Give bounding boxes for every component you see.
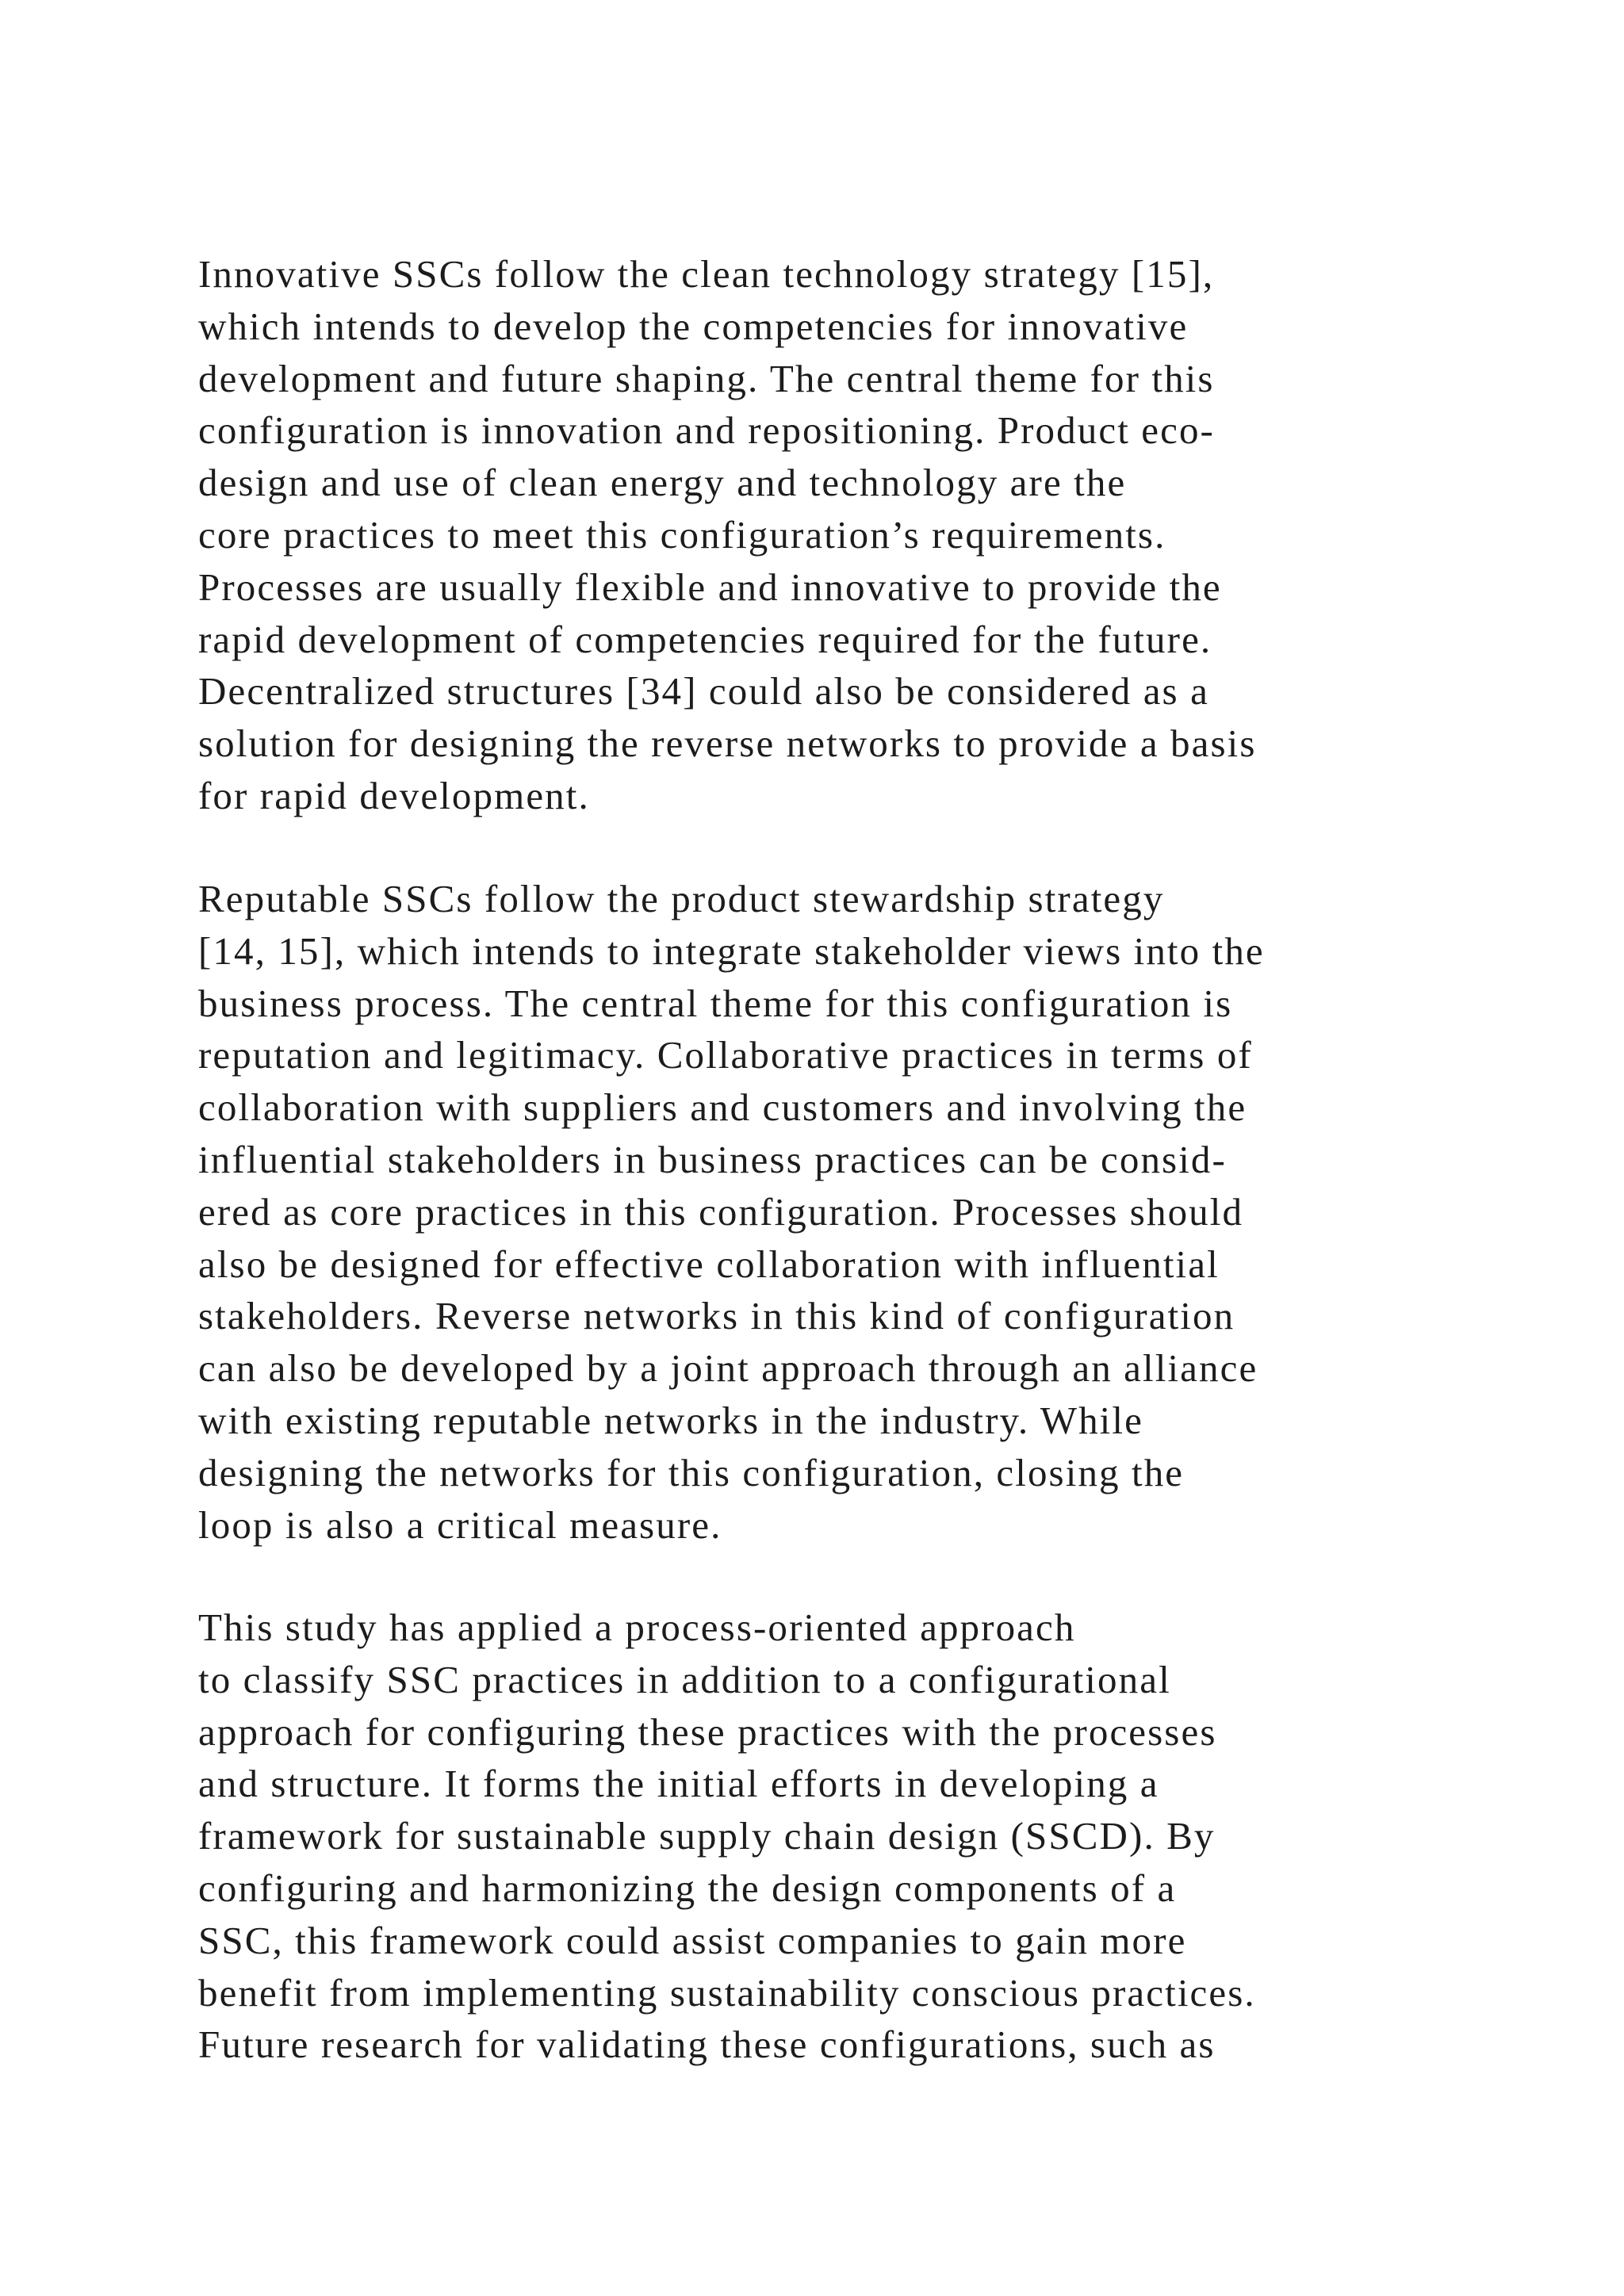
text-line: solution for designing the reverse networks to provide a basis [198,721,1257,766]
text-line: configuration is innovation and repositioning. Product eco- [198,408,1215,453]
text-line: [14, 15], which intends to integrate stakeholder views into the [198,928,1265,973]
text-line: designing the networks for this configuration, closing the [198,1450,1185,1494]
text-line: collaboration with suppliers and customers and involving the [198,1085,1247,1130]
text-line: ered as core practices in this configuration. Processes should [198,1189,1244,1234]
text-line: This study has applied a process-oriented approach [198,1605,1076,1649]
text-line: Processes are usually flexible and innovative to provide the [198,564,1222,609]
text-line: stakeholders. Reverse networks in this kind of configuration [198,1294,1235,1338]
text-line: business process. The central theme for this configuration is [198,981,1233,1025]
text-line: influential stakeholders in business practices can be consid- [198,1137,1227,1181]
text-line: Future research for validating these configurations, such as [198,2022,1216,2067]
text-line: core practices to meet this configuration’s requirements. [198,512,1166,557]
text-line: SSC, this framework could assist companies to gain more [198,1918,1187,1962]
paragraph-reputable-sscs [198,873,1435,1551]
paragraph-innovative-sscs [198,248,1435,822]
text-line: configuring and harmonizing the design components of a [198,1866,1177,1910]
text-line: framework for sustainable supply chain design (SSCD). By [198,1814,1216,1858]
text-line: loop is also a critical measure. [198,1502,722,1547]
text-line: also be designed for effective collaboration with influential [198,1242,1220,1286]
text-line: rapid development of competencies required for the future. [198,617,1212,661]
text-line: approach for configuring these practices with the processes [198,1709,1217,1754]
paragraph-study-approach [198,1601,1435,2071]
text-line: benefit from implementing sustainability conscious practices. [198,1970,1256,2015]
text-line: can also be developed by a joint approach through an alliance [198,1346,1258,1391]
text-line: design and use of clean energy and technology are the [198,461,1127,505]
text-line: Decentralized structures [34] could also be considered as a [198,669,1209,714]
text-line: with existing reputable networks in the industry. While [198,1398,1143,1442]
text-line: reputation and legitimacy. Collaborative practices in terms of [198,1033,1253,1077]
text-line: which intends to develop the competencies for innovative [198,304,1189,348]
text-line: development and future shaping. The central theme for this [198,356,1215,400]
text-line: and structure. It forms the initial efforts in developing a [198,1762,1159,1806]
text-line: Reputable SSCs follow the product stewardship strategy [198,877,1165,920]
text-line: to classify SSC practices in addition to a configurational [198,1657,1171,1701]
text-line: Innovative SSCs follow the clean technology strategy [15], [198,252,1215,296]
text-line: for rapid development. [198,773,590,817]
